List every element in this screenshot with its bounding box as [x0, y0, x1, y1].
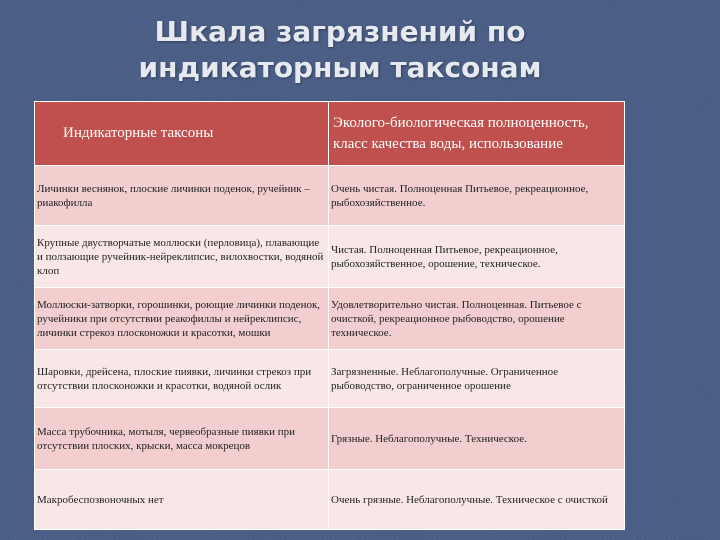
- table-row: [35, 166, 625, 226]
- quality-cell: Очень грязные. Неблагополучные. Техническое с очисткой: [329, 470, 625, 530]
- slide-title-line-2: индикаторным таксонам: [138, 51, 542, 84]
- table-row: [35, 350, 625, 408]
- table-row: [35, 288, 625, 350]
- taxa-cell: Шаровки, дрейсена, плоские пиявки, личинки стрекоз при отсутствии плосконожки и красотки, водяной ослик: [35, 350, 329, 408]
- taxa-cell: Макробеспозвоночных нет: [35, 470, 329, 530]
- taxa-cell: Масса трубочника, мотыля, червеобразные пиявки при отсутствии плоских, крыски, масса мокрецов: [35, 408, 329, 470]
- taxa-scale-table: [34, 101, 625, 530]
- taxa-cell: Крупные двустворчатые моллюски (перловица), плавающие и ползающие ручейник-нейреклипсис, вилохвостки, водяной клоп: [35, 226, 329, 288]
- taxa-cell: Моллюски-затворки, горошинки, роющие личинки поденок, ручейники при отсутствии реакофиллы и нейреклипсис, личинки стрекоз плосконожки и красотки, мошки: [35, 288, 329, 350]
- quality-cell: Чистая. Полноценная Питьевое, рекреационное, рыбохозяйственное, орошение, техническое.: [329, 226, 625, 288]
- taxa-cell: Личинки веснянок, плоские личинки поденок, ручейник – риакофилла: [35, 166, 329, 226]
- header-water-quality: Эколого-биологическая полноценность, класс качества воды, использование: [329, 102, 625, 166]
- table-row: [35, 226, 625, 288]
- quality-cell: Загрязненные. Неблагополучные. Ограниченное рыбоводство, ограниченное орошение: [329, 350, 625, 408]
- table-row: [35, 408, 625, 470]
- header-indicator-taxa: Индикаторные таксоны: [35, 102, 329, 166]
- table-header-row: [35, 102, 625, 166]
- quality-cell: Удовлетворительно чистая. Полноценная. Питьевое с очисткой, рекреационное рыбоводство, орошение техническое.: [329, 288, 625, 350]
- quality-cell: Очень чистая. Полноценная Питьевое, рекреационное, рыбохозяйственное.: [329, 166, 625, 226]
- slide-title-line-1: Шкала загрязнений по: [154, 15, 526, 48]
- table-row: [35, 470, 625, 530]
- quality-cell: Грязные. Неблагополучные. Техническое.: [329, 408, 625, 470]
- slide-title: [60, 14, 620, 86]
